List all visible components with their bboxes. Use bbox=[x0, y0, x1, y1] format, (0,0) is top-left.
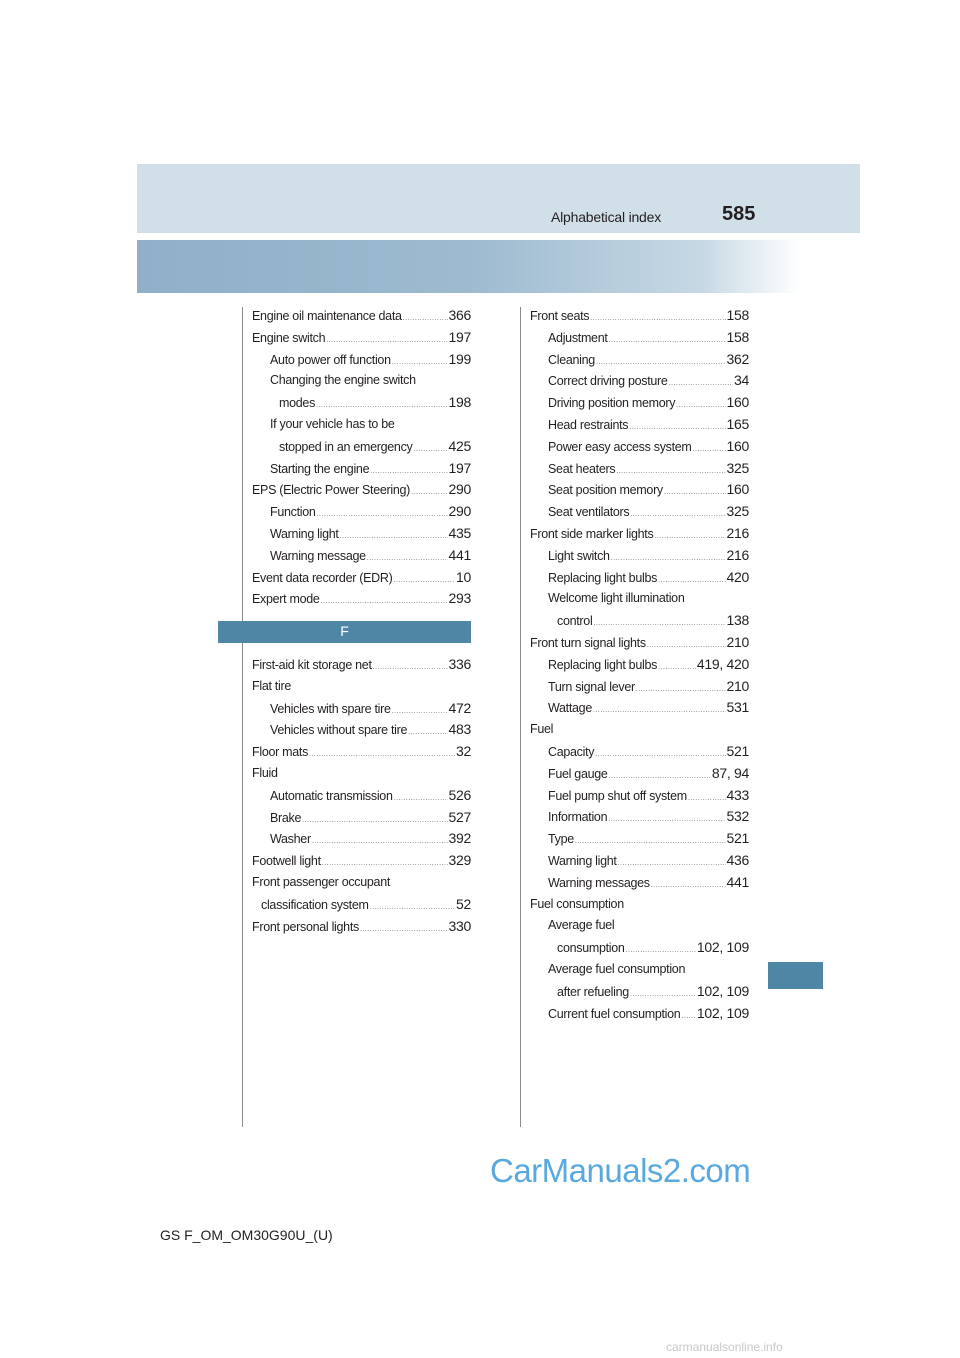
index-entry bbox=[530, 370, 749, 392]
index-entry bbox=[252, 479, 471, 501]
index-entry-page: 158 bbox=[726, 328, 749, 345]
index-entry bbox=[530, 719, 749, 741]
dot-leader bbox=[609, 330, 726, 352]
index-entry-text: Information bbox=[548, 810, 608, 825]
index-entry-page: 198 bbox=[448, 394, 471, 411]
index-entry-text: Expert mode bbox=[252, 592, 320, 607]
index-entry-text: Front side marker lights bbox=[530, 526, 654, 541]
index-entry-text: classification system bbox=[261, 897, 369, 912]
index-entry-page: 87, 94 bbox=[711, 764, 749, 781]
index-entry-text: Adjustment bbox=[548, 330, 608, 345]
dot-leader bbox=[593, 613, 725, 635]
index-entry-page: 441 bbox=[726, 873, 749, 890]
dot-leader bbox=[367, 548, 448, 570]
index-entry bbox=[530, 588, 749, 610]
dot-leader bbox=[309, 744, 455, 766]
right-column-rule bbox=[520, 307, 521, 1127]
index-entry bbox=[530, 327, 749, 349]
index-entry bbox=[252, 545, 471, 567]
dot-leader bbox=[403, 308, 448, 330]
index-entry-text: Event data recorder (EDR) bbox=[252, 570, 393, 585]
watermark-logo: CarManuals2.com bbox=[490, 1152, 751, 1189]
index-entry-text: Floor mats bbox=[252, 745, 309, 760]
index-entry bbox=[530, 654, 749, 676]
dot-leader bbox=[636, 679, 726, 701]
dot-leader bbox=[669, 373, 733, 395]
index-entry-page: 330 bbox=[448, 917, 471, 934]
dot-leader bbox=[411, 482, 448, 504]
dot-leader bbox=[394, 788, 448, 810]
index-entry bbox=[252, 305, 471, 327]
index-entry bbox=[530, 676, 749, 698]
index-entry bbox=[530, 392, 749, 414]
index-entry-page: 32 bbox=[456, 743, 471, 760]
left-index-column bbox=[252, 305, 471, 937]
dot-leader bbox=[651, 875, 726, 897]
index-entry-text: Average fuel bbox=[548, 918, 615, 933]
index-entry bbox=[252, 807, 471, 829]
index-entry-text: Front turn signal lights bbox=[530, 635, 646, 650]
dot-leader bbox=[413, 439, 447, 461]
decorative-gradient-band bbox=[137, 240, 800, 293]
index-entry-text: Function bbox=[270, 505, 316, 520]
index-entry-text: Head restraints bbox=[548, 417, 629, 432]
index-entry-page: 290 bbox=[448, 481, 471, 498]
index-entry-page: 425 bbox=[448, 437, 471, 454]
index-entry-page: 102, 109 bbox=[696, 939, 749, 956]
index-entry-page: 483 bbox=[448, 721, 471, 738]
index-entry bbox=[530, 785, 749, 807]
dot-leader bbox=[616, 461, 725, 483]
index-entry-text: Correct driving posture bbox=[548, 374, 668, 389]
index-entry-text: Flat tire bbox=[252, 678, 291, 693]
index-entry bbox=[530, 981, 749, 1003]
page-number: 585 bbox=[722, 203, 756, 225]
watermark-url: carmanualsonline.info bbox=[666, 1340, 783, 1354]
index-entry-page: 52 bbox=[456, 895, 471, 912]
dot-leader bbox=[676, 395, 725, 417]
index-entry bbox=[252, 676, 471, 698]
index-entry-text: If your vehicle has to be bbox=[270, 416, 395, 431]
index-entry-page: 527 bbox=[448, 808, 471, 825]
index-entry bbox=[530, 959, 749, 981]
index-entry-text: Fluid bbox=[252, 765, 278, 780]
index-entry-text: consumption bbox=[557, 941, 625, 956]
index-entry-page: 435 bbox=[448, 524, 471, 541]
dot-leader bbox=[370, 461, 447, 483]
index-entry bbox=[252, 327, 471, 349]
index-entry-page: 336 bbox=[448, 655, 471, 672]
index-entry-page: 532 bbox=[726, 808, 749, 825]
dot-leader bbox=[630, 504, 725, 526]
index-entry-text: after refueling bbox=[557, 984, 629, 999]
index-entry-page: 325 bbox=[726, 503, 749, 520]
index-entry-text: Seat position memory bbox=[548, 483, 663, 498]
document-code: GS F_OM_OM30G90U_(U) bbox=[160, 1227, 333, 1243]
index-entry-page: 441 bbox=[448, 546, 471, 563]
index-entry-text: Front passenger occupant bbox=[252, 874, 391, 889]
dot-leader bbox=[575, 831, 726, 853]
index-entry-page: 526 bbox=[448, 786, 471, 803]
index-entry-page: 138 bbox=[726, 612, 749, 629]
dot-leader bbox=[360, 919, 448, 941]
index-entry-page: 165 bbox=[726, 415, 749, 432]
index-entry-page: 362 bbox=[726, 350, 749, 367]
index-entry-text: EPS (Electric Power Steering) bbox=[252, 483, 411, 498]
index-entry-text: Turn signal lever bbox=[548, 679, 635, 694]
index-entry bbox=[530, 436, 749, 458]
dot-leader bbox=[408, 722, 447, 744]
index-entry bbox=[530, 349, 749, 371]
index-entry bbox=[252, 828, 471, 850]
index-entry-page: 160 bbox=[726, 437, 749, 454]
dot-leader bbox=[393, 570, 455, 592]
dot-leader bbox=[321, 591, 448, 613]
index-entry-page: 197 bbox=[448, 459, 471, 476]
index-entry-text: Vehicles without spare tire bbox=[270, 723, 408, 738]
letter-heading-f: F bbox=[218, 621, 471, 643]
index-entry-text: Fuel pump shut off system bbox=[548, 788, 687, 803]
index-entry-text: Capacity bbox=[548, 744, 595, 759]
index-entry-text: Front personal lights bbox=[252, 919, 359, 934]
index-entry-text: Seat ventilators bbox=[548, 505, 630, 520]
dot-leader bbox=[326, 330, 447, 352]
index-entry bbox=[530, 741, 749, 763]
index-entry bbox=[530, 915, 749, 937]
index-entry-page: 216 bbox=[726, 524, 749, 541]
index-entry-text: Warning message bbox=[270, 548, 366, 563]
index-entry-text: First-aid kit storage net bbox=[252, 657, 372, 672]
dot-leader bbox=[392, 701, 448, 723]
index-entry-page: 392 bbox=[448, 830, 471, 847]
index-entry-page: 329 bbox=[448, 852, 471, 869]
dot-leader bbox=[688, 788, 726, 810]
index-entry bbox=[252, 850, 471, 872]
index-entry bbox=[530, 850, 749, 872]
left-column-rule bbox=[242, 307, 243, 1127]
index-entry-text: Starting the engine bbox=[270, 461, 370, 476]
index-entry bbox=[530, 697, 749, 719]
index-entry-text: Engine oil maintenance data bbox=[252, 309, 402, 323]
dot-leader bbox=[317, 504, 448, 526]
right-index-column bbox=[530, 305, 749, 1024]
dot-leader bbox=[595, 744, 725, 766]
index-entry-text: Power easy access system bbox=[548, 439, 692, 454]
index-entry bbox=[530, 894, 749, 916]
index-entry-page: 419, 420 bbox=[696, 655, 749, 672]
index-entry bbox=[252, 872, 471, 894]
index-entry-text: Replacing light bulbs bbox=[548, 657, 658, 672]
index-entry bbox=[530, 414, 749, 436]
index-entry bbox=[530, 806, 749, 828]
index-entry-page: 197 bbox=[448, 328, 471, 345]
index-entry bbox=[530, 501, 749, 523]
index-entry-text: Current fuel consumption bbox=[548, 1006, 681, 1021]
index-entry bbox=[530, 458, 749, 480]
index-entry bbox=[252, 698, 471, 720]
index-entry bbox=[530, 632, 749, 654]
left-index-group-f bbox=[252, 654, 471, 937]
index-entry-text: Type bbox=[548, 832, 574, 847]
index-entry-text: Warning light bbox=[270, 526, 339, 541]
dot-leader bbox=[609, 766, 711, 788]
index-entry-text: Footwell light bbox=[252, 854, 321, 869]
index-entry-page: 290 bbox=[448, 503, 471, 520]
index-entry-page: 531 bbox=[726, 699, 749, 716]
index-entry-page: 210 bbox=[726, 633, 749, 650]
index-entry bbox=[252, 392, 471, 414]
index-entry bbox=[252, 523, 471, 545]
index-entry-text: Washer bbox=[270, 832, 311, 847]
dot-leader bbox=[658, 657, 696, 679]
index-entry-text: Fuel consumption bbox=[530, 896, 624, 911]
index-entry bbox=[252, 741, 471, 763]
section-thumb-tab bbox=[768, 962, 823, 989]
index-entry bbox=[252, 785, 471, 807]
index-entry bbox=[252, 719, 471, 741]
index-entry bbox=[252, 349, 471, 371]
index-entry-page: 158 bbox=[726, 307, 749, 323]
index-entry-text: Warning messages bbox=[548, 875, 650, 890]
index-entry bbox=[530, 1003, 749, 1025]
index-entry-text: Automatic transmission bbox=[270, 788, 393, 803]
dot-leader bbox=[608, 809, 725, 831]
index-entry-page: 436 bbox=[726, 851, 749, 868]
index-entry-text: Light switch bbox=[548, 548, 610, 563]
dot-leader bbox=[593, 700, 726, 722]
index-entry-text: Engine switch bbox=[252, 330, 326, 345]
index-entry bbox=[530, 937, 749, 959]
index-entry-text: Average fuel consumption bbox=[548, 961, 686, 976]
section-title: Alphabetical index bbox=[551, 209, 662, 225]
index-entry bbox=[530, 763, 749, 785]
index-entry bbox=[530, 567, 749, 589]
index-entry-page: 325 bbox=[726, 459, 749, 476]
index-entry-page: 521 bbox=[726, 742, 749, 759]
index-entry-text: Front seats bbox=[530, 309, 590, 323]
index-entry-page: 521 bbox=[726, 830, 749, 847]
index-entry bbox=[252, 458, 471, 480]
index-entry-page: 160 bbox=[726, 394, 749, 411]
dot-leader bbox=[629, 417, 725, 439]
dot-leader bbox=[654, 526, 725, 548]
index-entry-text: control bbox=[557, 614, 593, 629]
index-entry bbox=[252, 436, 471, 458]
index-entry-text: Warning light bbox=[548, 853, 617, 868]
index-entry-text: Driving position memory bbox=[548, 396, 676, 411]
dot-leader bbox=[302, 810, 447, 832]
index-entry-text: Auto power off function bbox=[270, 352, 391, 367]
index-entry bbox=[530, 545, 749, 567]
index-entry-page: 160 bbox=[726, 481, 749, 498]
index-entry-page: 472 bbox=[448, 699, 471, 716]
dot-leader bbox=[630, 984, 696, 1006]
dot-leader bbox=[693, 439, 726, 461]
dot-leader bbox=[590, 308, 725, 330]
index-entry bbox=[530, 872, 749, 894]
dot-leader bbox=[373, 657, 448, 679]
index-entry bbox=[530, 305, 749, 327]
index-entry-text: Fuel gauge bbox=[548, 766, 608, 781]
index-entry-page: 210 bbox=[726, 677, 749, 694]
index-entry-page: 433 bbox=[726, 786, 749, 803]
index-entry-text: Fuel bbox=[530, 722, 554, 737]
dot-leader bbox=[312, 831, 448, 853]
index-entry-text: Changing the engine switch bbox=[270, 373, 416, 388]
index-entry bbox=[530, 828, 749, 850]
index-entry-text: Welcome light illumination bbox=[548, 591, 685, 606]
dot-leader bbox=[611, 548, 726, 570]
index-entry-text: Brake bbox=[270, 810, 302, 825]
index-entry bbox=[252, 654, 471, 676]
index-entry-page: 34 bbox=[734, 372, 749, 389]
index-entry bbox=[252, 414, 471, 436]
index-entry-page: 102, 109 bbox=[696, 1004, 749, 1021]
index-entry-page: 216 bbox=[726, 546, 749, 563]
index-entry bbox=[530, 523, 749, 545]
dot-leader bbox=[681, 1006, 695, 1028]
index-entry-page: 199 bbox=[448, 350, 471, 367]
index-entry bbox=[252, 501, 471, 523]
dot-leader bbox=[370, 897, 455, 919]
index-entry bbox=[252, 567, 471, 589]
index-entry-text: Replacing light bulbs bbox=[548, 570, 658, 585]
index-entry-page: 293 bbox=[448, 590, 471, 607]
index-entry-page: 366 bbox=[448, 307, 471, 323]
index-entry-text: stopped in an emergency bbox=[279, 439, 413, 454]
right-index-group bbox=[530, 305, 749, 1024]
dot-leader bbox=[340, 526, 448, 548]
index-entry bbox=[252, 916, 471, 938]
index-entry bbox=[252, 588, 471, 610]
index-entry bbox=[530, 610, 749, 632]
dot-leader bbox=[596, 352, 726, 374]
index-entry bbox=[530, 479, 749, 501]
index-entry bbox=[252, 370, 471, 392]
index-entry bbox=[252, 894, 471, 916]
index-entry-page: 102, 109 bbox=[696, 982, 749, 999]
index-entry-text: Seat heaters bbox=[548, 461, 616, 476]
index-entry-page: 420 bbox=[726, 568, 749, 585]
index-entry-text: Vehicles with spare tire bbox=[270, 701, 391, 716]
index-entry-text: modes bbox=[279, 396, 316, 411]
dot-leader bbox=[664, 482, 726, 504]
left-index-group-e bbox=[252, 305, 471, 610]
dot-leader bbox=[618, 853, 726, 875]
index-entry bbox=[252, 763, 471, 785]
index-entry-text: Wattage bbox=[548, 701, 592, 716]
index-entry-page: 10 bbox=[456, 568, 471, 585]
index-entry-text: Cleaning bbox=[548, 352, 595, 367]
